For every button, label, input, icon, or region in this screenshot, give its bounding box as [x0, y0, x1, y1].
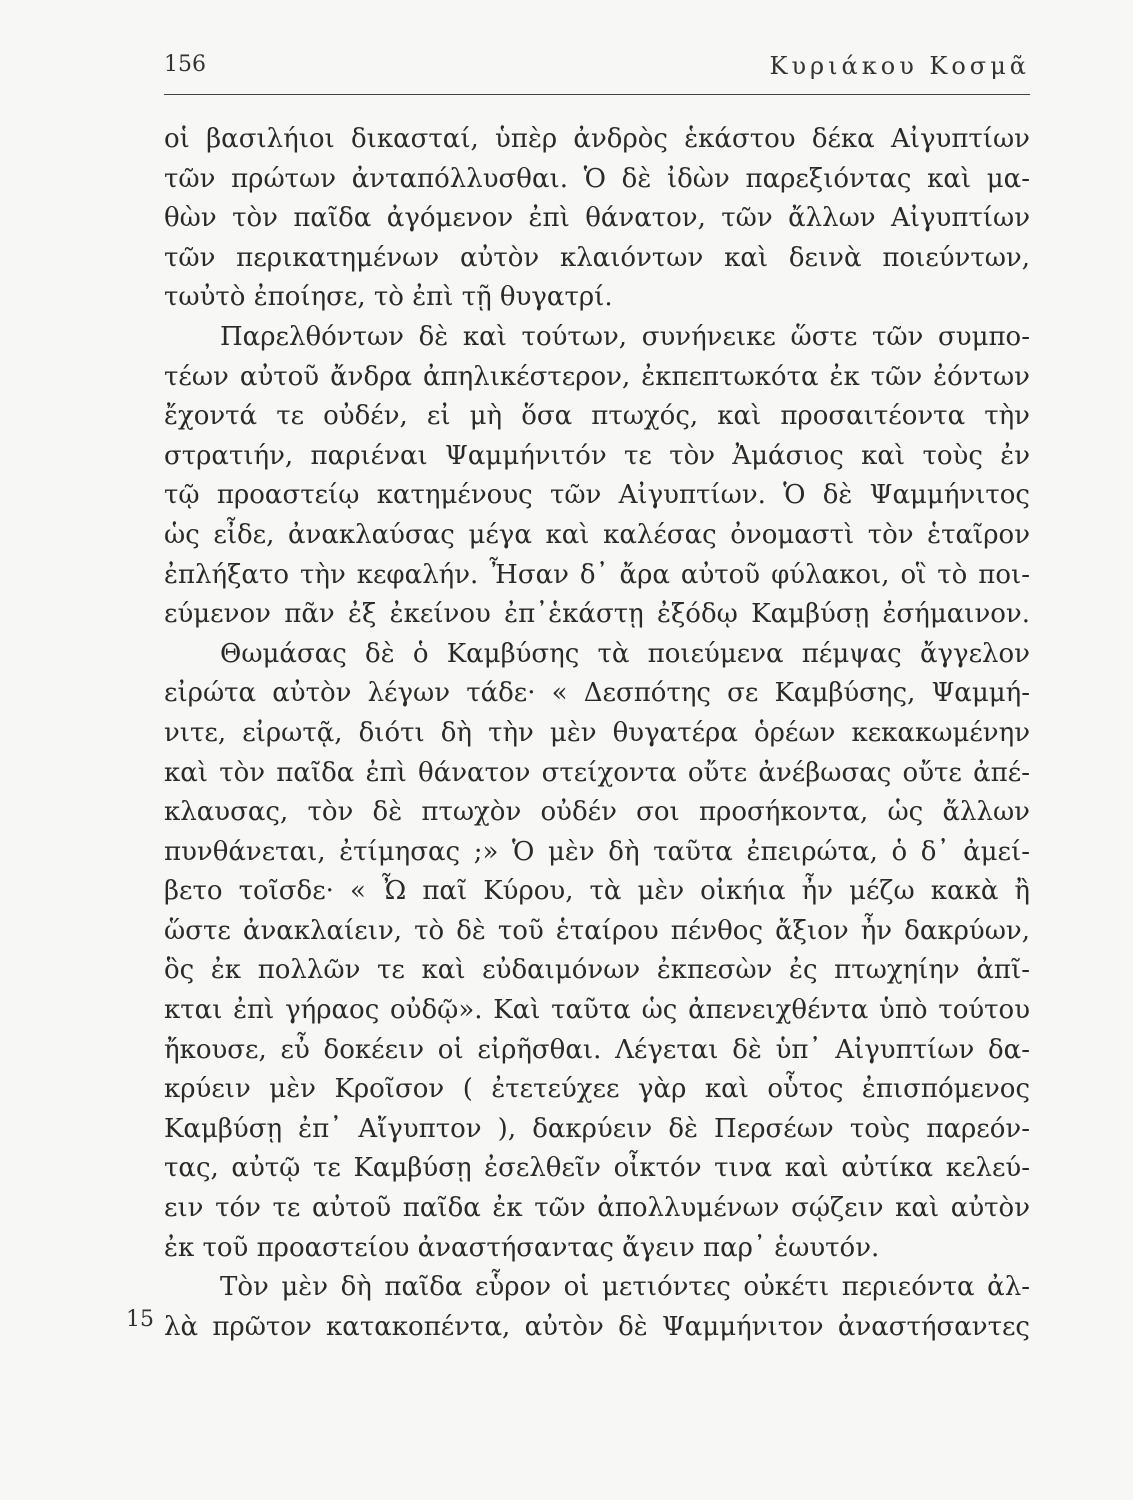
- text-line: εύμενον πᾶν ἐξ ἐκείνου ἐπ᾽ἑκάστῃ ἐξόδῳ Καμβύσῃ ἐσήμαινον.: [164, 599, 1030, 630]
- text-line: νιτε, εἰρωτᾷ, διότι δὴ τὴν μὲν θυγατέρα ὁρέων κεκακωμένην: [164, 717, 1030, 748]
- text-line: κρύειν μὲν Κροῖσον ( ἐτετεύχεε γὰρ καὶ οὗτος ἐπισπόμενος: [164, 1074, 1030, 1105]
- text-line: Θωμάσας δὲ ὁ Καμβύσης τὰ ποιεύμενα πέμψας ἄγγελον: [220, 638, 1030, 669]
- text-line: λὰ πρῶτον κατακοπέντα, αὐτὸν δὲ Ψαμμήνιτον ἀναστήσαντες: [164, 1311, 1030, 1342]
- text-line: πυνθάνεται, ἐτίμησας ;» Ὁ μὲν δὴ ταῦτα ἐπειρώτα, ὁ δ᾽ ἀμεί-: [164, 836, 1030, 867]
- text-line: τέων αὐτοῦ ἄνδρα ἀπηλικέστερον, ἐκπεπτωκότα ἐκ τῶν ἐόντων: [164, 361, 1030, 392]
- text-line: Τὸν μὲν δὴ παῖδα εὗρον οἱ μετιόντες οὐκέτι περιεόντα ἀλ-: [220, 1272, 1030, 1303]
- text-line: τας, αὐτῷ τε Καμβύσῃ ἐσελθεῖν οἶκτόν τινα καὶ αὐτίκα κελεύ-: [164, 1153, 1030, 1184]
- text-line: κλαυσας, τὸν δὲ πτωχὸν οὐδέν σοι προσήκοντα, ὡς ἄλλων: [164, 797, 1030, 828]
- text-line: εἰρώτα αὐτὸν λέγων τάδε· « Δεσπότης σε Καμβύσης, Ψαμμή-: [164, 678, 1030, 709]
- margin-line-number: 15: [126, 1307, 154, 1332]
- text-line: ἐκ τοῦ προαστείου ἀναστήσαντας ἄγειν παρ᾽ ἑωυτόν.: [164, 1232, 880, 1263]
- text-line: Καμβύσῃ ἐπ᾽ Αἴγυπτον ), δακρύειν δὲ Περσέων τοὺς παρεόν-: [164, 1113, 1030, 1144]
- text-line: ειν τόν τε αὐτοῦ παῖδα ἐκ τῶν ἀπολλυμένων σῴζειν καὶ αὐτὸν: [164, 1193, 1030, 1224]
- text-line: ὡς εἶδε, ἀνακλαύσας μέγα καὶ καλέσας ὀνομαστὶ τὸν ἑταῖρον: [164, 519, 1030, 550]
- page-header: [164, 52, 1030, 92]
- text-body: [164, 120, 1030, 1347]
- text-line: βετο τοῖσδε· « Ὦ παῖ Κύρου, τὰ μὲν οἰκήια ἦν μέζω κακὰ ἢ: [164, 876, 1030, 907]
- text-line: κται ἐπὶ γήραος οὐδῷ». Καὶ ταῦτα ὡς ἀπενειχθέντα ὑπὸ τούτου: [164, 995, 1030, 1026]
- text-line: καὶ τὸν παῖδα ἐπὶ θάνατον στείχοντα οὔτε ἀνέβωσας οὔτε ἀπέ-: [164, 757, 1030, 788]
- text-line: ὥστε ἀνακλαίειν, τὸ δὲ τοῦ ἑταίρου πένθος ἄξιον ἦν δακρύων,: [164, 915, 1030, 946]
- text-line: θὼν τὸν παῖδα ἀγόμενον ἐπὶ θάνατον, τῶν ἄλλων Αἰγυπτίων: [164, 203, 1030, 234]
- text-line: ὃς ἐκ πολλῶν τε καὶ εὐδαιμόνων ἐκπεσὼν ἐς πτωχηίην ἀπῖ-: [164, 955, 1030, 986]
- text-line: ἤκουσε, εὖ δοκέειν οἱ εἰρῆσθαι. Λέγεται δὲ ὑπ᾽ Αἰγυπτίων δα-: [164, 1034, 1030, 1065]
- text-line: τῶν περικατημένων αὐτὸν κλαιόντων καὶ δεινὰ ποιεύντων,: [164, 242, 1030, 273]
- text-line: ἔχοντά τε οὐδέν, εἰ μὴ ὅσα πτωχός, καὶ προσαιτέοντα τὴν: [164, 401, 1030, 432]
- text-line: τωὐτὸ ἐποίησε, τὸ ἐπὶ τῇ θυγατρί.: [164, 282, 613, 313]
- text-line: Παρελθόντων δὲ καὶ τούτων, συνήνεικε ὥστε τῶν συμπο-: [220, 321, 1030, 352]
- text-line: τῶν πρώτων ἀνταπόλλυσθαι. Ὁ δὲ ἰδὼν παρεξιόντας καὶ μα-: [164, 163, 1030, 194]
- text-line: ἐπλήξατο τὴν κεφαλήν. Ἦσαν δ᾽ ἄρα αὐτοῦ φύλακοι, οἳ τὸ ποι-: [164, 559, 1030, 590]
- text-line: στρατιήν, παριέναι Ψαμμήνιτόν τε τὸν Ἀμάσιος καὶ τοὺς ἐν: [164, 440, 1030, 471]
- text-line: τῷ προαστείῳ κατημένους τῶν Αἰγυπτίων. Ὁ δὲ Ψαμμήνιτος: [164, 480, 1030, 511]
- header-rule: [164, 94, 1030, 95]
- page-number: 156: [164, 52, 206, 77]
- running-head: Κυριάκου Κοσμᾶ: [769, 52, 1030, 80]
- text-line: οἱ βασιλήιοι δικασταί, ὑπὲρ ἀνδρὸς ἑκάστου δέκα Αἰγυπτίων: [164, 124, 1030, 154]
